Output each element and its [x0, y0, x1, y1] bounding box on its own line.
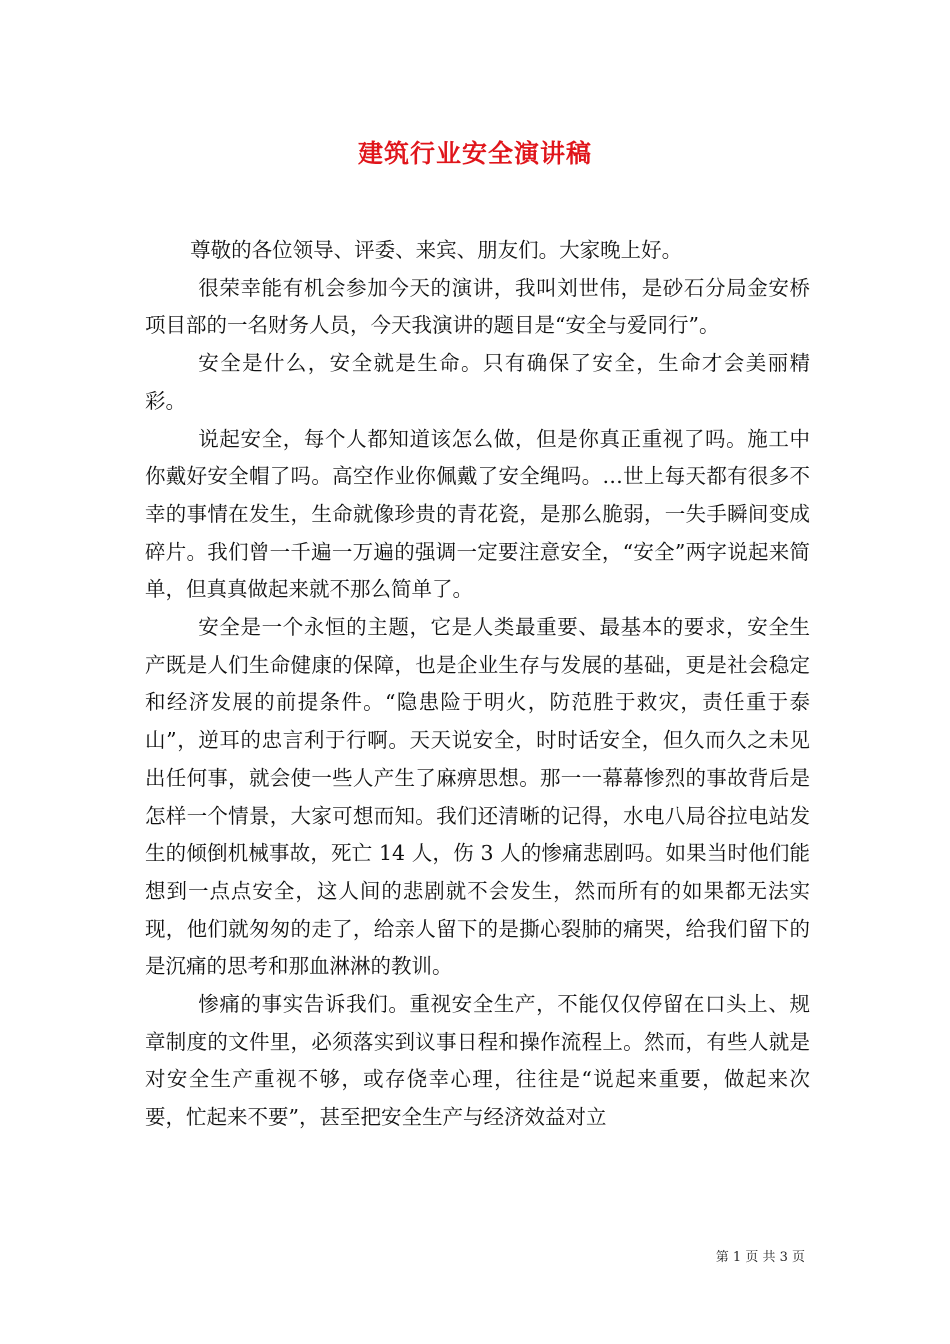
paragraph-talking-about-safety: 说起安全，每个人都知道该怎么做，但是你真正重视了吗。施工中你戴好安全帽了吗。高空作业你佩戴了安全绳吗。…世上每天都有很多不幸的事情在发生，生命就像珍贵的青花瓷，是那么脆弱，一失手瞬间变成碎片。我们曾一千遍一万遍的强调一定要注意安全，“安全”两字说起来简单，但真真做起来就不那么简单了。 [145, 426, 810, 602]
paragraph-what-is-safety: 安全是什么，安全就是生命。只有确保了安全，生命才会美丽精彩。 [145, 351, 810, 413]
paragraph-introduction: 很荣幸能有机会参加今天的演讲，我叫刘世伟，是砂石分局金安桥项目部的一名财务人员，今天我演讲的题目是“安全与爱同行”。 [145, 275, 810, 338]
paragraph-greeting: 尊敬的各位领导、评委、来宾、朋友们。大家晚上好。 [190, 238, 683, 262]
page-number-footer: 第 1 页 共 3 页 [715, 1250, 805, 1265]
document-body [145, 232, 810, 1137]
paragraph-eternal-theme: 安全是一个永恒的主题，它是人类最重要、最基本的要求，安全生产既是人们生命健康的保障，也是企业生存与发展的基础，更是社会稳定和经济发展的前提条件。“隐患险于明火，防范胜于救灾，责任重于泰山”，逆耳的忠言利于行啊。天天说安全，时时话安全，但久而久之未见出任何事，就会使一些人产生了麻痹思想。那一一幕幕惨烈的事故背后是怎样一个情景，大家可想而知。我们还清晰的记得，水电八局谷拉电站发生的倾倒机械事故，死亡 14 人，伤 3 人的惨痛悲剧吗。如果当时他们能想到一点点安全，这人间的悲剧就不会发生，然而所有的如果都无法实现，他们就匆匆的走了，给亲人留下的是撕心裂肺的痛哭，给我们留下的是沉痛的思考和那血淋淋的教训。 [145, 615, 810, 979]
document-title: 建筑行业安全演讲稿 [357, 139, 592, 168]
paragraph-painful-facts: 惨痛的事实告诉我们。重视安全生产，不能仅仅停留在口头上、规章制度的文件里，必须落实到议事日程和操作流程上。然而，有些人就是对安全生产重视不够，或存侥幸心理，往往是“说起来重要，做起来次要，忙起来不要”，甚至把安全生产与经济效益对立 [145, 992, 810, 1130]
